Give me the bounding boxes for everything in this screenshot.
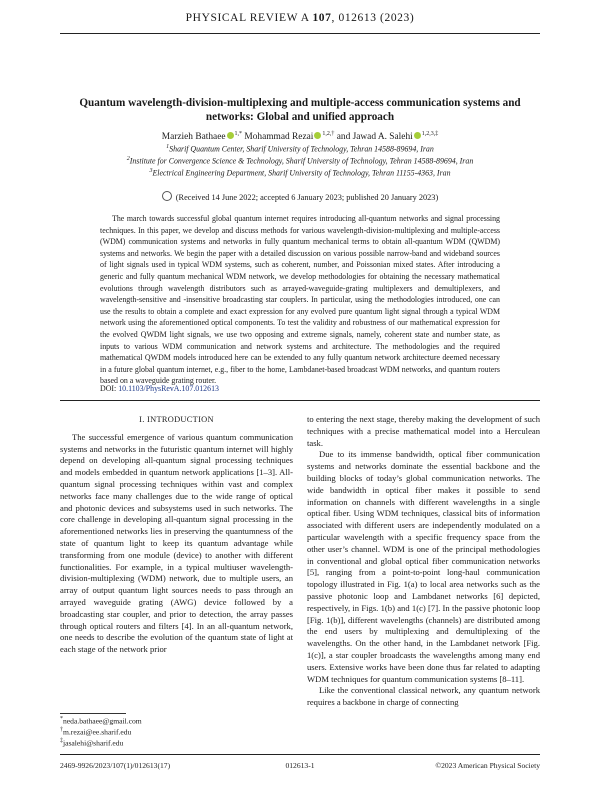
journal-name: PHYSICAL REVIEW A <box>185 12 309 24</box>
affiliation <box>60 168 540 178</box>
affiliation-text: Sharif Quantum Center, Sharif University of Technology, Tehran 14588-89694, Iran <box>169 144 434 154</box>
section-title: I. INTRODUCTION <box>139 415 214 424</box>
journal-header <box>0 12 600 24</box>
author-superscript: 1,* <box>234 131 243 137</box>
affiliation-text: Electrical Engineering Department, Sharif University of Technology, Tehran 11155-4363, Iran <box>152 168 451 178</box>
footnote <box>60 716 142 726</box>
author-list <box>60 131 540 142</box>
right-column <box>307 414 540 709</box>
paragraph: The successful emergence of various quantum communication systems and networks in the futuristic quantum internet will highly depend on developing all-quantum signal processing techniques and models embedded in quantum network applications [1–3]. All-quantum signal processing techniques within vast and complex networks face many challenges due to the wide range of optical and photonic devices and subsystems used in such networks. The core challenge in developing all-quantum signal processing in the aforementioned networks lies in preserving the quantumness of the state of quantum light to keep its quantum advantage while transforming from one module (device) to another with different functionalities. For example, in a typical multiuser wavelength-division-multiplexing (WDM) network, due to multiple users, an array of output quantum light sources needs to pass through an arrayed waveguide grating (AWG) device followed by a broadcasting star coupler, and prior to detection, the array passes through optical routers and filters [4]. In an all-quantum network, one needs to describe the evolution of the quantum state of light at each stage of the network prior <box>60 431 293 655</box>
paragraph: Like the conventional classical network, any quantum network requires a backbone in charge of connecting <box>307 685 540 708</box>
author-name: Mohammad Rezai <box>244 132 314 143</box>
header-rule <box>60 33 540 34</box>
affiliation <box>60 144 540 154</box>
footnote-rule <box>60 713 126 714</box>
footer-page-number: 012613-1 <box>285 761 315 770</box>
orcid-icon[interactable] <box>414 132 421 139</box>
footnote-email[interactable]: neda.bathaee@gmail.com <box>63 716 142 726</box>
check-updates-icon[interactable] <box>162 191 172 201</box>
journal-volume: 107 <box>312 12 332 24</box>
footer-rule <box>60 754 540 755</box>
orcid-icon[interactable] <box>227 132 234 139</box>
paper-title: Quantum wavelength-division-multiplexing and multiple-access communication systems and networks: Global and unified approach <box>79 97 521 123</box>
affiliation-text: Institute for Convergence Science & Technology, Sharif University of Technology, Tehran 14588-89694, Iran <box>129 156 474 166</box>
footnote-mark: ‡ <box>60 738 63 744</box>
footnote-mark: † <box>60 727 63 733</box>
article-info: , 012613 (2023) <box>331 12 415 24</box>
doi-label: DOI: <box>100 384 117 393</box>
doi-link[interactable]: 10.1103/PhysRevA.107.012613 <box>118 384 219 393</box>
publication-dates <box>60 191 540 202</box>
footnote <box>60 727 131 737</box>
paragraph: to entering the next stage, thereby making the development of such techniques with a precise mathematical model into a Herculean task. <box>307 414 540 448</box>
author-name: Marzieh Bathaee <box>161 132 226 143</box>
affiliation-number: 2 <box>126 156 130 162</box>
affiliation <box>60 156 540 166</box>
affiliation-number: 3 <box>149 168 153 174</box>
footer-copyright: ©2023 American Physical Society <box>435 761 540 770</box>
author-name: and Jawad A. Salehi <box>336 132 413 143</box>
footnote-email[interactable]: m.rezai@ee.sharif.edu <box>63 727 132 737</box>
footnote <box>60 738 123 748</box>
doi-line <box>100 384 219 393</box>
footnote-email[interactable]: jasalehi@sharif.edu <box>63 738 124 748</box>
paragraph: Due to its immense bandwidth, optical fiber communication systems and networks dominate the essential backbone and the building blocks of today’s global communication networks. The wide bandwidth in optical fiber makes it possible to send information on channels with different wavelengths in a single optical fiber. Using WDM techniques, classical bits of information associated with different users are independently modulated on a particular wavelength with a specific frequency space from the other user’s channel. WDM is one of the principal methodologies in conventional and global optical fiber communication networks [5], ranging from a point-to-point long-haul communication topology illustrated in Fig. 1(a) to local area networks such as the passive photonic loop and Lambdanet networks [6] depicted, respectively, in Figs. 1(b) and 1(c) [7]. In the passive photonic loop [Fig. 1(b)], different wavelengths (channels) are distributed among the end users by multiplexing and demultiplexing of the wavelengths. On the other hand, in the Lambdanet network [Fig. 1(c)], a star coupler broadcasts the wavelengths among many end users. Extensive works have been done thus far related to adapting WDM techniques for quantum communication systems [8–11]. <box>307 449 540 684</box>
abstract: The march towards successful global quantum internet requires introducing all-quantum networks and signal processing techniques. In this paper, we develop and discuss methods for various wavelength-division-multiplexing and multiple-access (WDM) communication systems and networks in fully quantum mechanical terms to obtain all-quantum WDM (QWDM) systems and networks. We begin the paper with a detailed discussion on various possible narrow-band and wideband sources of light signals used in typical WDM systems, such as coherent, number, and Poissonian mixed states. After introducing a generic and fully quantum mechanical WDM network, we develop methodologies for obtaining the necessary mathematical evolutions through wavelength distributors such as arrayed-waveguide-grating multiplexers and demultiplexers, and wavelength-sensitive and -insensitive broadcasting star couplers. In particular, using the methodologies introduced, one can use the results to obtain a complete and exact expression for any evolved pure quantum light signal through a typical WDM network using the aforementioned optical components. To test the validity and robustness of our mathematical expression for the evolved QWDM light signals, we use two opposing and extreme signals, namely, coherent state and number state, as inputs to various WDM communication and network systems and architecture. The methodologies and the required mathematical QWDM models introduced here can be extended to any fully quantum network architecture deemed necessary in a future global quantum internet, e.g., fiber to the home, Lambdanet-based broadcast WDM networks, and quantum routers based on a waveguide grating router. <box>100 214 500 386</box>
left-column <box>60 414 293 656</box>
orcid-icon[interactable] <box>314 132 321 139</box>
author-superscript: 1,2,3,‡ <box>421 131 439 137</box>
section-rule <box>60 400 540 401</box>
affiliation-number: 1 <box>166 144 170 150</box>
footer-issn: 2469-9926/2023/107(1)/012613(17) <box>60 761 171 770</box>
received-text: (Received 14 June 2022; accepted 6 January 2023; published 20 January 2023) <box>175 193 439 202</box>
author-superscript: 1,2,† <box>322 131 335 137</box>
footnote-mark: * <box>60 716 63 722</box>
